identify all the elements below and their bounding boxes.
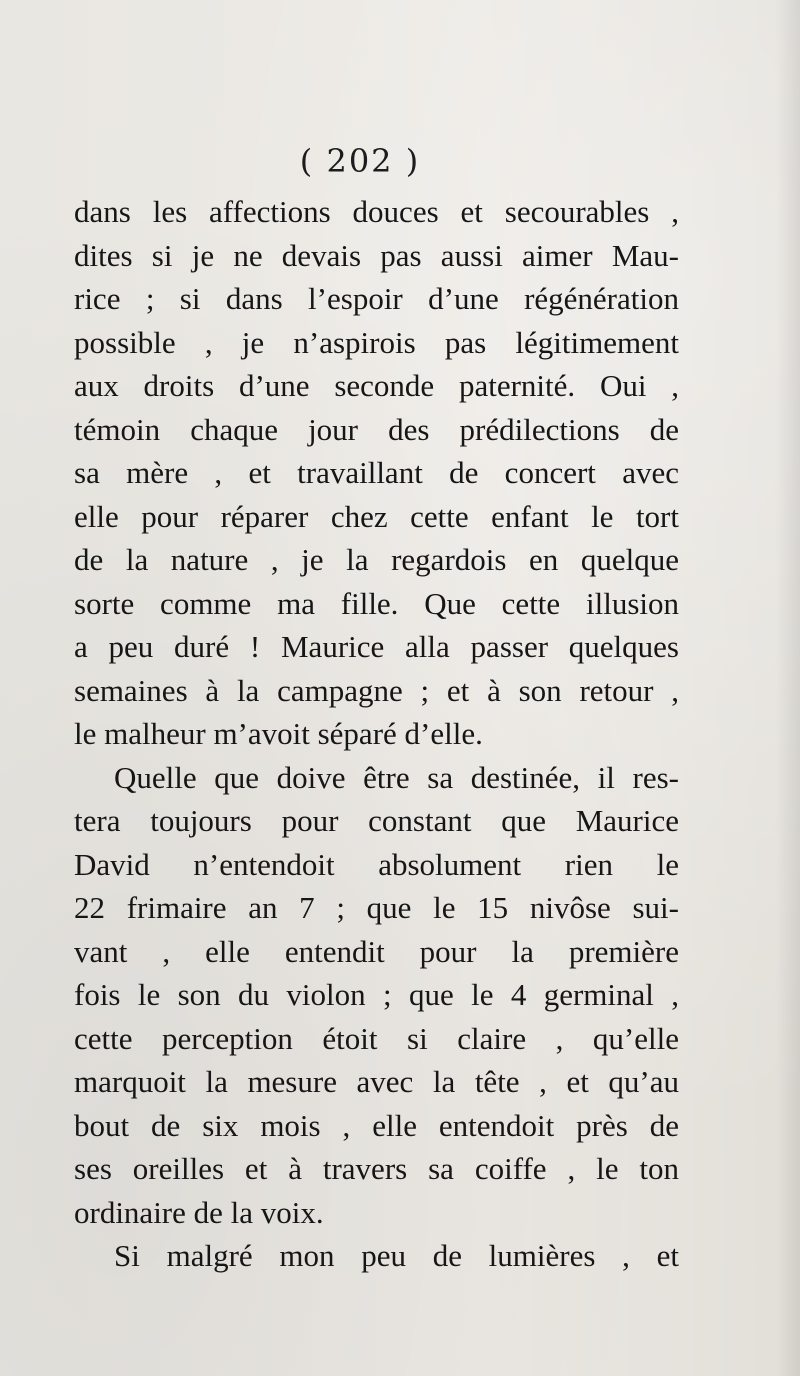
text-line: tera toujours pour constant que Maurice: [74, 803, 679, 838]
page-number: ( 202 ): [299, 142, 421, 180]
text-line: le malheur m’avoit séparé d’elle.: [74, 716, 483, 751]
paragraph: [74, 190, 679, 756]
text-line: elle pour réparer chez cette enfant le tort: [74, 498, 679, 534]
text-line: fois le son du violon ; que le 4 germinal ,: [74, 977, 679, 1012]
text-line: dites si je ne devais pas aussi aimer Mau-: [74, 237, 679, 273]
text-line: possible , je n’aspirois pas légitimement: [74, 324, 679, 360]
text-line: dans les affections douces et secourables ,: [74, 194, 679, 229]
paragraph: [74, 1234, 679, 1278]
text-line: vant , elle entendit pour la première: [74, 933, 679, 969]
text-line: marquoit la mesure avec la tête , et qu’au: [74, 1064, 679, 1099]
text-line: Si malgré mon peu de lumières , et: [114, 1238, 679, 1273]
text-line: ordinaire de la voix.: [74, 1194, 324, 1230]
text-line: aux droits d’une seconde paternité. Oui ,: [74, 368, 679, 403]
text-line: rice ; si dans l’espoir d’une régénération: [74, 281, 679, 316]
text-line: David n’entendoit absolument rien le: [74, 846, 679, 882]
paragraph: [74, 756, 679, 1235]
text-line: ses oreilles et à travers sa coiffe , le ton: [74, 1151, 679, 1186]
body-text: [74, 190, 679, 1278]
text-line: semaines à la campagne ; et à son retour ,: [74, 672, 679, 708]
page-edge-shadow: [776, 0, 800, 1376]
text-line: témoin chaque jour des prédilections de: [74, 411, 679, 447]
text-line: de la nature , je la regardois en quelque: [74, 542, 679, 577]
text-line: sa mère , et travaillant de concert avec: [74, 455, 679, 490]
text-line: a peu duré ! Maurice alla passer quelques: [74, 629, 679, 664]
text-line: Quelle que doive être sa destinée, il res-: [114, 759, 679, 795]
text-line: cette perception étoit si claire , qu’elle: [74, 1020, 679, 1056]
text-line: 22 frimaire an 7 ; que le 15 nivôse sui-: [74, 890, 679, 925]
text-line: bout de six mois , elle entendoit près de: [74, 1107, 679, 1143]
text-line: sorte comme ma fille. Que cette illusion: [74, 585, 679, 621]
